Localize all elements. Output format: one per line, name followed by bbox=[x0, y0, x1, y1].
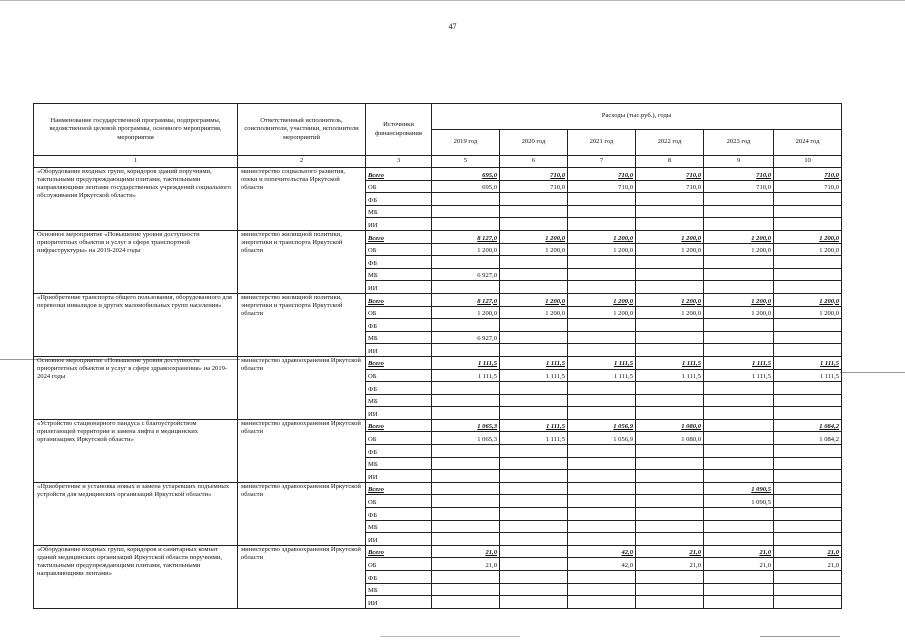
amount-cell: 1 111,5 bbox=[704, 356, 774, 369]
executor-name: министерство здравоохранения Иркутской области bbox=[238, 482, 366, 545]
amount-cell: 1 200,0 bbox=[636, 306, 704, 319]
amount-cell bbox=[704, 508, 774, 521]
column-number: 7 bbox=[568, 156, 636, 168]
amount-cell: 1 200,0 bbox=[636, 243, 704, 256]
amount-cell bbox=[500, 583, 568, 596]
column-number-row bbox=[34, 156, 842, 168]
amount-cell bbox=[568, 457, 636, 470]
funding-source: ИИ bbox=[366, 281, 432, 294]
funding-source: ФБ bbox=[366, 508, 432, 521]
amount-cell bbox=[500, 445, 568, 458]
column-number: 5 bbox=[432, 156, 500, 168]
amount-cell: 1 090,5 bbox=[704, 495, 774, 508]
amount-cell: 1 111,5 bbox=[500, 356, 568, 369]
amount-cell bbox=[432, 583, 500, 596]
amount-cell: 710,0 bbox=[500, 180, 568, 193]
amount-cell bbox=[704, 571, 774, 584]
header-name: Наименование государственной программы, подпрограммы, ведомственной целевой программы, основного мероприятия, мероприятия bbox=[34, 104, 238, 156]
column-number: 9 bbox=[704, 156, 774, 168]
funding-source: ОБ bbox=[366, 432, 432, 445]
amount-cell bbox=[500, 457, 568, 470]
amount-cell bbox=[568, 596, 636, 609]
amount-cell: 1 080,0 bbox=[636, 432, 704, 445]
amount-cell bbox=[568, 218, 636, 231]
amount-cell: 1 200,0 bbox=[774, 243, 842, 256]
executor-name: министерство жилищной политики, энергетики и транспорта Иркутской области bbox=[238, 230, 366, 293]
funding-source: МБ bbox=[366, 583, 432, 596]
amount-cell bbox=[636, 268, 704, 281]
amount-cell bbox=[500, 319, 568, 332]
column-number: 1 bbox=[34, 156, 238, 168]
amount-cell bbox=[774, 482, 842, 495]
amount-cell bbox=[636, 193, 704, 206]
column-number: 8 bbox=[636, 156, 704, 168]
table-row bbox=[34, 168, 842, 181]
amount-cell bbox=[704, 382, 774, 395]
header-year: 2019 год bbox=[432, 130, 500, 156]
amount-cell: 1 080,0 bbox=[636, 419, 704, 432]
amount-cell bbox=[432, 482, 500, 495]
amount-cell bbox=[500, 508, 568, 521]
amount-cell: 1 200,0 bbox=[636, 230, 704, 243]
amount-cell bbox=[568, 571, 636, 584]
funding-source: ИИ bbox=[366, 344, 432, 357]
amount-cell bbox=[774, 281, 842, 294]
amount-cell bbox=[704, 205, 774, 218]
amount-cell bbox=[704, 331, 774, 344]
amount-cell bbox=[774, 533, 842, 546]
amount-cell: 710,0 bbox=[636, 168, 704, 181]
amount-cell: 1 200,0 bbox=[568, 293, 636, 306]
amount-cell bbox=[568, 268, 636, 281]
amount-cell bbox=[568, 193, 636, 206]
amount-cell bbox=[500, 394, 568, 407]
amount-cell bbox=[636, 520, 704, 533]
amount-cell bbox=[704, 407, 774, 420]
amount-cell bbox=[432, 218, 500, 231]
amount-cell bbox=[774, 520, 842, 533]
amount-cell bbox=[774, 394, 842, 407]
bottom-scan-line bbox=[380, 636, 520, 637]
amount-cell bbox=[500, 558, 568, 571]
amount-cell bbox=[432, 445, 500, 458]
amount-cell: 1 111,5 bbox=[568, 369, 636, 382]
executor-name: министерство здравоохранения Иркутской области bbox=[238, 419, 366, 482]
funding-source: ОБ bbox=[366, 558, 432, 571]
amount-cell: 1 056,9 bbox=[568, 432, 636, 445]
header-year: 2021 год bbox=[568, 130, 636, 156]
amount-cell: 21,0 bbox=[636, 558, 704, 571]
amount-cell bbox=[704, 533, 774, 546]
amount-cell: 1 200,0 bbox=[500, 293, 568, 306]
amount-cell bbox=[432, 571, 500, 584]
amount-cell bbox=[774, 407, 842, 420]
amount-cell bbox=[636, 482, 704, 495]
scan-line-artifact bbox=[840, 372, 905, 373]
amount-cell bbox=[636, 508, 704, 521]
amount-cell bbox=[774, 205, 842, 218]
table-row bbox=[34, 545, 842, 558]
amount-cell: 710,0 bbox=[774, 180, 842, 193]
amount-cell: 6 927,0 bbox=[432, 331, 500, 344]
funding-source: МБ bbox=[366, 520, 432, 533]
amount-cell bbox=[500, 218, 568, 231]
amount-cell bbox=[704, 470, 774, 483]
funding-source: ФБ bbox=[366, 193, 432, 206]
amount-cell: 710,0 bbox=[568, 180, 636, 193]
amount-cell bbox=[774, 583, 842, 596]
top-scan-line bbox=[0, 0, 905, 1]
amount-cell bbox=[500, 256, 568, 269]
header-year: 2024 год bbox=[774, 130, 842, 156]
amount-cell bbox=[568, 445, 636, 458]
amount-cell bbox=[432, 407, 500, 420]
funding-source: ИИ bbox=[366, 596, 432, 609]
amount-cell bbox=[500, 571, 568, 584]
amount-cell bbox=[568, 256, 636, 269]
column-number: 10 bbox=[774, 156, 842, 168]
amount-cell bbox=[636, 319, 704, 332]
amount-cell bbox=[636, 533, 704, 546]
amount-cell bbox=[704, 596, 774, 609]
amount-cell: 1 084,2 bbox=[774, 432, 842, 445]
amount-cell: 21,0 bbox=[774, 558, 842, 571]
funding-source: МБ bbox=[366, 205, 432, 218]
amount-cell bbox=[774, 256, 842, 269]
amount-cell bbox=[704, 281, 774, 294]
amount-cell: 1 111,5 bbox=[568, 356, 636, 369]
funding-source: Всего bbox=[366, 293, 432, 306]
amount-cell: 1 056,9 bbox=[568, 419, 636, 432]
column-number: 2 bbox=[238, 156, 366, 168]
amount-cell: 42,0 bbox=[568, 545, 636, 558]
funding-source: Всего bbox=[366, 168, 432, 181]
amount-cell: 710,0 bbox=[704, 180, 774, 193]
amount-cell bbox=[568, 344, 636, 357]
funding-source: ИИ bbox=[366, 470, 432, 483]
amount-cell bbox=[636, 256, 704, 269]
amount-cell bbox=[774, 571, 842, 584]
amount-cell bbox=[568, 281, 636, 294]
bottom-scan-line bbox=[760, 636, 840, 637]
amount-cell bbox=[500, 344, 568, 357]
amount-cell bbox=[432, 457, 500, 470]
amount-cell bbox=[636, 445, 704, 458]
funding-source: Всего bbox=[366, 545, 432, 558]
amount-cell bbox=[636, 495, 704, 508]
header-year: 2023 год bbox=[704, 130, 774, 156]
funding-source: ОБ bbox=[366, 369, 432, 382]
amount-cell: 1 200,0 bbox=[432, 243, 500, 256]
amount-cell: 710,0 bbox=[500, 168, 568, 181]
measure-name: «Устройство стационарного пандуса с благоустройством прилегающей территории и замена лифта в медицинских организациях Иркутской области» bbox=[34, 419, 238, 482]
amount-cell bbox=[704, 218, 774, 231]
amount-cell bbox=[500, 533, 568, 546]
amount-cell bbox=[704, 319, 774, 332]
amount-cell bbox=[432, 382, 500, 395]
funding-source: ОБ bbox=[366, 180, 432, 193]
amount-cell bbox=[636, 571, 704, 584]
amount-cell bbox=[568, 205, 636, 218]
amount-cell: 1 084,2 bbox=[774, 419, 842, 432]
amount-cell: 21,0 bbox=[704, 558, 774, 571]
page-number: 47 bbox=[448, 22, 457, 31]
amount-cell: 710,0 bbox=[636, 180, 704, 193]
amount-cell: 1 200,0 bbox=[704, 293, 774, 306]
amount-cell: 1 200,0 bbox=[500, 306, 568, 319]
amount-cell: 1 200,0 bbox=[432, 306, 500, 319]
amount-cell bbox=[568, 533, 636, 546]
amount-cell bbox=[636, 331, 704, 344]
amount-cell bbox=[500, 495, 568, 508]
funding-source: ИИ bbox=[366, 218, 432, 231]
funding-source: ОБ bbox=[366, 306, 432, 319]
table-row bbox=[34, 230, 842, 243]
amount-cell bbox=[774, 344, 842, 357]
amount-cell: 1 200,0 bbox=[568, 306, 636, 319]
executor-name: министерство социального развития, опеки и попечительства Иркутской области bbox=[238, 168, 366, 231]
amount-cell bbox=[432, 193, 500, 206]
funding-source: ФБ bbox=[366, 382, 432, 395]
amount-cell bbox=[568, 495, 636, 508]
funding-source: Всего bbox=[366, 356, 432, 369]
amount-cell bbox=[636, 596, 704, 609]
executor-name: министерство жилищной политики, энергетики и транспорта Иркутской области bbox=[238, 293, 366, 356]
amount-cell: 1 111,5 bbox=[774, 369, 842, 382]
amount-cell bbox=[704, 394, 774, 407]
amount-cell: 21,0 bbox=[432, 558, 500, 571]
amount-cell: 1 111,5 bbox=[636, 369, 704, 382]
header-executor: Ответственный исполнитель, соисполнители, участники, исполнители мероприятий bbox=[238, 104, 366, 156]
amount-cell: 1 200,0 bbox=[500, 230, 568, 243]
funding-source: ФБ bbox=[366, 571, 432, 584]
amount-cell: 1 090,5 bbox=[704, 482, 774, 495]
amount-cell bbox=[500, 482, 568, 495]
amount-cell bbox=[636, 470, 704, 483]
amount-cell: 1 200,0 bbox=[568, 243, 636, 256]
measure-name: «Оборудование входных групп, коридоров и санитарных комнат зданий медицинских организаций Иркутской области поручнями, тактильными предупреждающими плитами, тактильными направляющими лентами» bbox=[34, 545, 238, 608]
amount-cell: 695,0 bbox=[432, 180, 500, 193]
funding-source: МБ bbox=[366, 394, 432, 407]
funding-source: ФБ bbox=[366, 319, 432, 332]
amount-cell bbox=[568, 583, 636, 596]
amount-cell bbox=[432, 495, 500, 508]
amount-cell bbox=[432, 596, 500, 609]
amount-cell bbox=[500, 193, 568, 206]
funding-source: ИИ bbox=[366, 533, 432, 546]
funding-source: Всего bbox=[366, 230, 432, 243]
funding-source: Всего bbox=[366, 482, 432, 495]
amount-cell bbox=[774, 193, 842, 206]
amount-cell: 1 111,5 bbox=[636, 356, 704, 369]
header-expenses: Расходы (тыс.руб.), годы bbox=[432, 104, 842, 130]
amount-cell: 21,0 bbox=[432, 545, 500, 558]
amount-cell bbox=[432, 533, 500, 546]
amount-cell bbox=[500, 382, 568, 395]
column-number: 3 bbox=[366, 156, 432, 168]
amount-cell bbox=[636, 205, 704, 218]
amount-cell bbox=[774, 470, 842, 483]
table-row bbox=[34, 482, 842, 495]
amount-cell: 21,0 bbox=[636, 545, 704, 558]
funding-source: МБ bbox=[366, 268, 432, 281]
funding-source: МБ bbox=[366, 331, 432, 344]
amount-cell: 695,0 bbox=[432, 168, 500, 181]
amount-cell: 42,0 bbox=[568, 558, 636, 571]
amount-cell bbox=[568, 394, 636, 407]
amount-cell: 1 200,0 bbox=[704, 230, 774, 243]
amount-cell bbox=[704, 256, 774, 269]
amount-cell bbox=[500, 268, 568, 281]
amount-cell bbox=[500, 407, 568, 420]
executor-name: министерство здравоохранения Иркутской области bbox=[238, 545, 366, 608]
amount-cell bbox=[774, 331, 842, 344]
amount-cell bbox=[432, 394, 500, 407]
amount-cell: 1 200,0 bbox=[704, 243, 774, 256]
amount-cell bbox=[432, 520, 500, 533]
amount-cell bbox=[568, 470, 636, 483]
amount-cell bbox=[704, 445, 774, 458]
amount-cell: 1 111,5 bbox=[500, 432, 568, 445]
amount-cell bbox=[568, 382, 636, 395]
amount-cell bbox=[432, 205, 500, 218]
amount-cell: 710,0 bbox=[704, 168, 774, 181]
table-row bbox=[34, 419, 842, 432]
amount-cell bbox=[500, 205, 568, 218]
measure-name: Основное мероприятие «Повышение уровня доступности приоритетных объектов и услуг в сфере транспортной инфраструктуры» на 2019-2024 годы bbox=[34, 230, 238, 293]
amount-cell bbox=[704, 457, 774, 470]
amount-cell bbox=[568, 331, 636, 344]
amount-cell bbox=[774, 218, 842, 231]
amount-cell bbox=[774, 457, 842, 470]
executor-name: министерство здравоохранения Иркутской области bbox=[238, 356, 366, 419]
funding-source: ИИ bbox=[366, 407, 432, 420]
amount-cell: 8 127,0 bbox=[432, 230, 500, 243]
amount-cell bbox=[774, 382, 842, 395]
expenditure-table bbox=[33, 103, 842, 609]
amount-cell: 1 065,3 bbox=[432, 432, 500, 445]
measure-name: «Приобретение и установка новых и замена устаревших подъемных устройств для медицинских организаций Иркутской области» bbox=[34, 482, 238, 545]
amount-cell bbox=[432, 470, 500, 483]
amount-cell bbox=[704, 193, 774, 206]
funding-source: ФБ bbox=[366, 445, 432, 458]
amount-cell: 21,0 bbox=[704, 545, 774, 558]
amount-cell bbox=[568, 508, 636, 521]
funding-source: ОБ bbox=[366, 243, 432, 256]
amount-cell bbox=[432, 508, 500, 521]
amount-cell bbox=[636, 344, 704, 357]
amount-cell: 1 200,0 bbox=[704, 306, 774, 319]
amount-cell bbox=[568, 407, 636, 420]
amount-cell bbox=[774, 319, 842, 332]
funding-source: Всего bbox=[366, 419, 432, 432]
amount-cell: 1 200,0 bbox=[774, 230, 842, 243]
amount-cell bbox=[500, 545, 568, 558]
amount-cell bbox=[500, 596, 568, 609]
amount-cell bbox=[774, 508, 842, 521]
measure-name: Основное мероприятие «Повышение уровня доступности приоритетных объектов и услуг в сфере здравоохранения» на 2019-2024 годы bbox=[34, 356, 238, 419]
amount-cell bbox=[500, 331, 568, 344]
amount-cell: 1 065,3 bbox=[432, 419, 500, 432]
amount-cell bbox=[636, 218, 704, 231]
funding-source: ОБ bbox=[366, 495, 432, 508]
amount-cell bbox=[636, 407, 704, 420]
amount-cell bbox=[432, 344, 500, 357]
amount-cell bbox=[500, 281, 568, 294]
amount-cell: 1 111,5 bbox=[500, 369, 568, 382]
amount-cell: 1 200,0 bbox=[636, 293, 704, 306]
amount-cell: 1 200,0 bbox=[500, 243, 568, 256]
amount-cell: 1 111,5 bbox=[500, 419, 568, 432]
amount-cell: 1 200,0 bbox=[774, 293, 842, 306]
table-row bbox=[34, 356, 842, 369]
amount-cell: 1 111,5 bbox=[432, 369, 500, 382]
funding-source: ФБ bbox=[366, 256, 432, 269]
amount-cell bbox=[774, 268, 842, 281]
amount-cell bbox=[704, 432, 774, 445]
amount-cell bbox=[432, 256, 500, 269]
amount-cell: 710,0 bbox=[568, 168, 636, 181]
amount-cell bbox=[704, 344, 774, 357]
amount-cell bbox=[500, 470, 568, 483]
amount-cell: 1 111,5 bbox=[432, 356, 500, 369]
header-sources: Источники финансирования bbox=[366, 104, 432, 156]
amount-cell: 6 927,0 bbox=[432, 268, 500, 281]
column-number: 6 bbox=[500, 156, 568, 168]
amount-cell bbox=[774, 445, 842, 458]
amount-cell: 1 200,0 bbox=[568, 230, 636, 243]
amount-cell: 1 111,5 bbox=[704, 369, 774, 382]
amount-cell bbox=[774, 495, 842, 508]
header-year: 2020 год bbox=[500, 130, 568, 156]
measure-name: «Приобретение транспорта общего пользования, оборудованного для перевозки инвалидов и других маломобильных групп населения» bbox=[34, 293, 238, 356]
header-year: 2022 год bbox=[636, 130, 704, 156]
amount-cell bbox=[704, 520, 774, 533]
amount-cell: 1 200,0 bbox=[774, 306, 842, 319]
measure-name: «Оборудование входных групп, коридоров зданий поручнями, тактильными предупреждающими плитами, тактильными направляющими лентами государственных учреждений социального обслуживания Иркутской области» bbox=[34, 168, 238, 231]
amount-cell bbox=[774, 596, 842, 609]
amount-cell bbox=[704, 583, 774, 596]
amount-cell bbox=[636, 457, 704, 470]
amount-cell bbox=[500, 520, 568, 533]
amount-cell bbox=[636, 281, 704, 294]
amount-cell bbox=[568, 319, 636, 332]
amount-cell: 1 111,5 bbox=[774, 356, 842, 369]
amount-cell bbox=[636, 382, 704, 395]
amount-cell bbox=[704, 419, 774, 432]
amount-cell: 8 127,0 bbox=[432, 293, 500, 306]
amount-cell bbox=[636, 394, 704, 407]
amount-cell: 710,0 bbox=[774, 168, 842, 181]
amount-cell bbox=[432, 319, 500, 332]
amount-cell bbox=[636, 583, 704, 596]
amount-cell bbox=[568, 482, 636, 495]
amount-cell bbox=[568, 520, 636, 533]
funding-source: МБ bbox=[366, 457, 432, 470]
table-row bbox=[34, 293, 842, 306]
amount-cell bbox=[704, 268, 774, 281]
amount-cell: 21,0 bbox=[774, 545, 842, 558]
amount-cell bbox=[432, 281, 500, 294]
